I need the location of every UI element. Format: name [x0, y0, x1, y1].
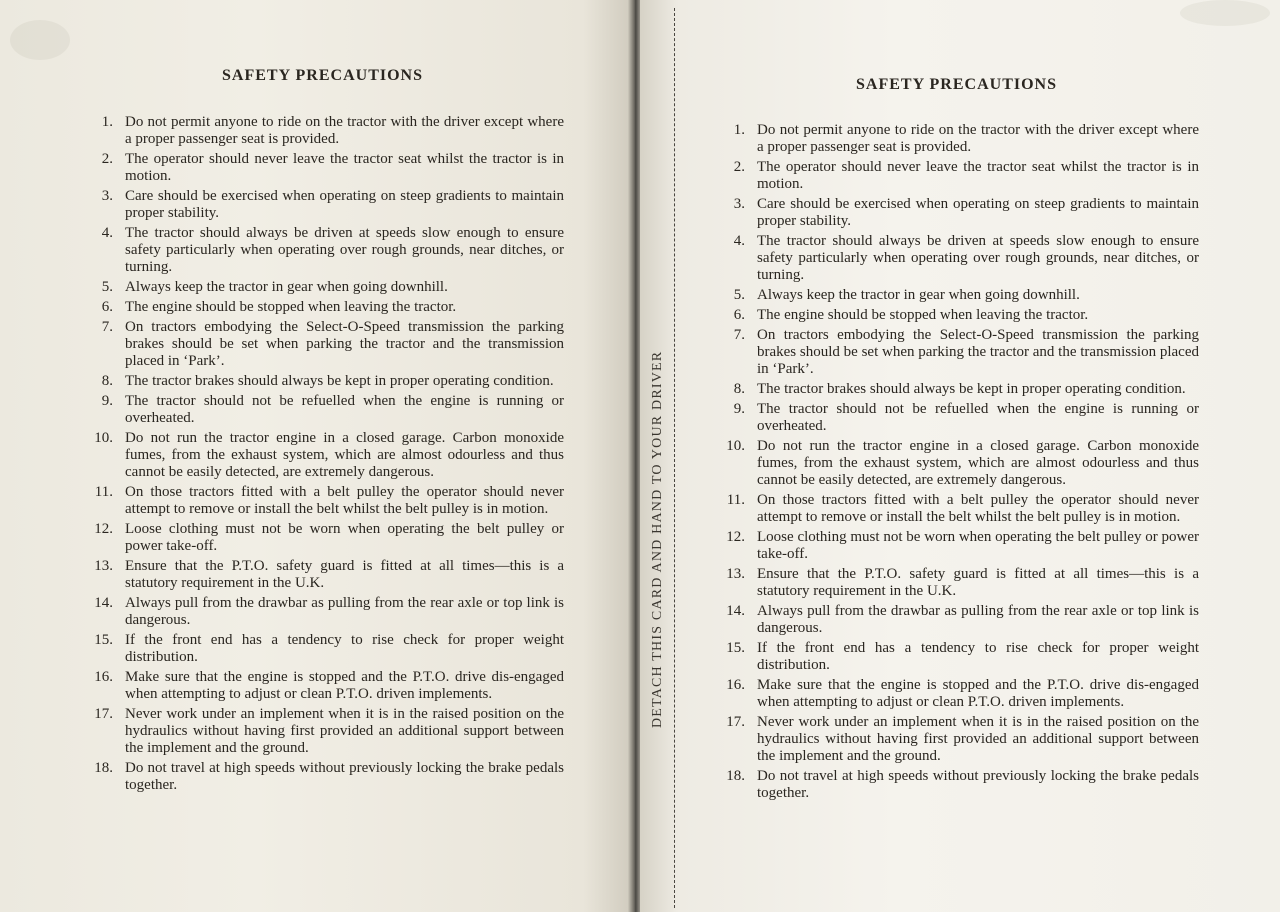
item-text: The tractor should always be driven at speeds slow enough to ensure safety particularly when operating over rough grounds, near ditches, or turning.: [757, 233, 1199, 283]
list-item: [725, 327, 1199, 378]
item-text: Do not permit anyone to ride on the tractor with the driver except where a proper passenger seat is provided.: [757, 122, 1199, 155]
item-text: Do not run the tractor engine in a closed garage. Carbon monoxide fumes, from the exhaust system, which are almost odourless and thus cannot be easily detected, are extremely dangerous.: [125, 430, 564, 480]
page-title: SAFETY PRECAUTIONS: [222, 67, 423, 84]
list-item: [93, 279, 564, 296]
item-number: 4.: [733, 233, 745, 249]
item-number: 4.: [101, 225, 113, 241]
list-item: [93, 393, 564, 427]
list-item: [93, 669, 564, 703]
list-item: [93, 521, 564, 555]
item-number: 10.: [726, 438, 745, 454]
item-number: 14.: [726, 603, 745, 619]
item-number: 5.: [101, 279, 113, 295]
item-text: On those tractors fitted with a belt pulley the operator should never attempt to remove or install the belt whilst the belt pulley is in motion.: [757, 492, 1199, 525]
list-item: [725, 122, 1199, 156]
item-text: Ensure that the P.T.O. safety guard is fitted at all times—this is a statutory requirement in the U.K.: [757, 566, 1199, 599]
item-number: 8.: [101, 373, 113, 389]
item-text: Do not travel at high speeds without previously locking the brake pedals together.: [125, 760, 564, 793]
item-number: 11.: [94, 484, 113, 500]
item-number: 5.: [733, 287, 745, 303]
list-item: [725, 307, 1199, 324]
item-text: If the front end has a tendency to rise check for proper weight distribution.: [757, 640, 1199, 673]
item-number: 3.: [101, 188, 113, 204]
page-title: SAFETY PRECAUTIONS: [856, 76, 1057, 93]
item-text: On tractors embodying the Select-O-Speed transmission the parking brakes should be set when parking the tractor and the transmission placed in ‘Park’.: [125, 319, 564, 369]
item-text: Always keep the tractor in gear when going downhill.: [757, 287, 1080, 303]
item-text: The operator should never leave the tractor seat whilst the tractor is in motion.: [757, 159, 1199, 192]
item-text: Do not travel at high speeds without previously locking the brake pedals together.: [757, 768, 1199, 801]
list-item: [725, 287, 1199, 304]
paper-stain: [1180, 0, 1270, 26]
item-text: The operator should never leave the tractor seat whilst the tractor is in motion.: [125, 151, 564, 184]
item-number: 12.: [94, 521, 113, 537]
item-number: 9.: [101, 393, 113, 409]
item-text: Always keep the tractor in gear when going downhill.: [125, 279, 448, 295]
item-number: 7.: [733, 327, 745, 343]
item-number: 9.: [733, 401, 745, 417]
detach-instruction: DETACH THIS CARD AND HAND TO YOUR DRIVER: [650, 350, 665, 728]
item-text: Make sure that the engine is stopped and the P.T.O. drive dis-engaged when attempting to adjust or clean P.T.O. driven implements.: [125, 669, 564, 702]
item-number: 15.: [726, 640, 745, 656]
item-text: The tractor should not be refuelled when the engine is running or overheated.: [757, 401, 1199, 434]
item-number: 1.: [101, 114, 113, 130]
item-number: 13.: [94, 558, 113, 574]
item-number: 16.: [94, 669, 113, 685]
list-item: [725, 492, 1199, 526]
list-item: [93, 299, 564, 316]
item-number: 17.: [726, 714, 745, 730]
perforation-line[interactable]: [674, 8, 675, 908]
item-number: 1.: [733, 122, 745, 138]
list-item: [725, 677, 1199, 711]
item-text: The engine should be stopped when leaving the tractor.: [125, 299, 457, 315]
list-item: [725, 640, 1199, 674]
list-item: [725, 714, 1199, 765]
item-text: Never work under an implement when it is in the raised position on the hydraulics without having first provided an additional support between the implement and the ground.: [125, 706, 564, 756]
item-text: The tractor should always be driven at speeds slow enough to ensure safety particularly when operating over rough grounds, near ditches, or turning.: [125, 225, 564, 275]
list-item: [93, 373, 564, 390]
list-item: [725, 603, 1199, 637]
item-text: Loose clothing must not be worn when operating the belt pulley or power take-off.: [125, 521, 564, 554]
item-text: Do not run the tractor engine in a closed garage. Carbon monoxide fumes, from the exhaust system, which are almost odourless and thus cannot be easily detected, are extremely dangerous.: [757, 438, 1199, 488]
list-item: [93, 760, 564, 794]
item-text: On tractors embodying the Select-O-Speed transmission the parking brakes should be set when parking the tractor and the transmission placed in ‘Park’.: [757, 327, 1199, 377]
safety-list: [725, 122, 1199, 805]
item-text: The engine should be stopped when leaving the tractor.: [757, 307, 1089, 323]
item-text: If the front end has a tendency to rise check for proper weight distribution.: [125, 632, 564, 665]
item-text: Care should be exercised when operating on steep gradients to maintain proper stability.: [125, 188, 564, 221]
list-item: [725, 768, 1199, 802]
item-number: 18.: [726, 768, 745, 784]
item-text: Ensure that the P.T.O. safety guard is fitted at all times—this is a statutory requirement in the U.K.: [125, 558, 564, 591]
item-text: Always pull from the drawbar as pulling from the rear axle or top link is dangerous.: [757, 603, 1199, 636]
list-item: [725, 566, 1199, 600]
item-text: Never work under an implement when it is in the raised position on the hydraulics without having first provided an additional support between the implement and the ground.: [757, 714, 1199, 764]
item-number: 3.: [733, 196, 745, 212]
list-item: [725, 233, 1199, 284]
item-text: On those tractors fitted with a belt pulley the operator should never attempt to remove or install the belt whilst the belt pulley is in motion.: [125, 484, 564, 517]
safety-list: [93, 114, 564, 797]
list-item: [93, 484, 564, 518]
list-item: [725, 438, 1199, 489]
list-item: [93, 319, 564, 370]
item-number: 14.: [94, 595, 113, 611]
list-item: [725, 196, 1199, 230]
item-number: 6.: [733, 307, 745, 323]
item-number: 13.: [726, 566, 745, 582]
item-text: Make sure that the engine is stopped and the P.T.O. drive dis-engaged when attempting to adjust or clean P.T.O. driven implements.: [757, 677, 1199, 710]
list-item: [93, 632, 564, 666]
list-item: [93, 151, 564, 185]
item-text: The tractor brakes should always be kept in proper operating condition.: [125, 373, 554, 389]
paper-stain: [10, 20, 70, 60]
left-page: [0, 0, 634, 912]
list-item: [725, 401, 1199, 435]
item-number: 2.: [101, 151, 113, 167]
item-number: 2.: [733, 159, 745, 175]
item-number: 12.: [726, 529, 745, 545]
item-text: Loose clothing must not be worn when operating the belt pulley or power take-off.: [757, 529, 1199, 562]
item-number: 8.: [733, 381, 745, 397]
item-number: 10.: [94, 430, 113, 446]
list-item: [93, 114, 564, 148]
list-item: [93, 188, 564, 222]
list-item: [93, 225, 564, 276]
list-item: [93, 706, 564, 757]
item-number: 17.: [94, 706, 113, 722]
item-number: 7.: [101, 319, 113, 335]
list-item: [93, 558, 564, 592]
item-number: 15.: [94, 632, 113, 648]
item-text: Do not permit anyone to ride on the tractor with the driver except where a proper passenger seat is provided.: [125, 114, 564, 147]
item-number: 11.: [726, 492, 745, 508]
item-number: 18.: [94, 760, 113, 776]
item-text: The tractor should not be refuelled when the engine is running or overheated.: [125, 393, 564, 426]
list-item: [725, 381, 1199, 398]
list-item: [725, 529, 1199, 563]
item-text: The tractor brakes should always be kept in proper operating condition.: [757, 381, 1186, 397]
list-item: [93, 595, 564, 629]
item-text: Care should be exercised when operating on steep gradients to maintain proper stability.: [757, 196, 1199, 229]
item-number: 6.: [101, 299, 113, 315]
list-item: [93, 430, 564, 481]
list-item: [725, 159, 1199, 193]
item-text: Always pull from the drawbar as pulling from the rear axle or top link is dangerous.: [125, 595, 564, 628]
item-number: 16.: [726, 677, 745, 693]
